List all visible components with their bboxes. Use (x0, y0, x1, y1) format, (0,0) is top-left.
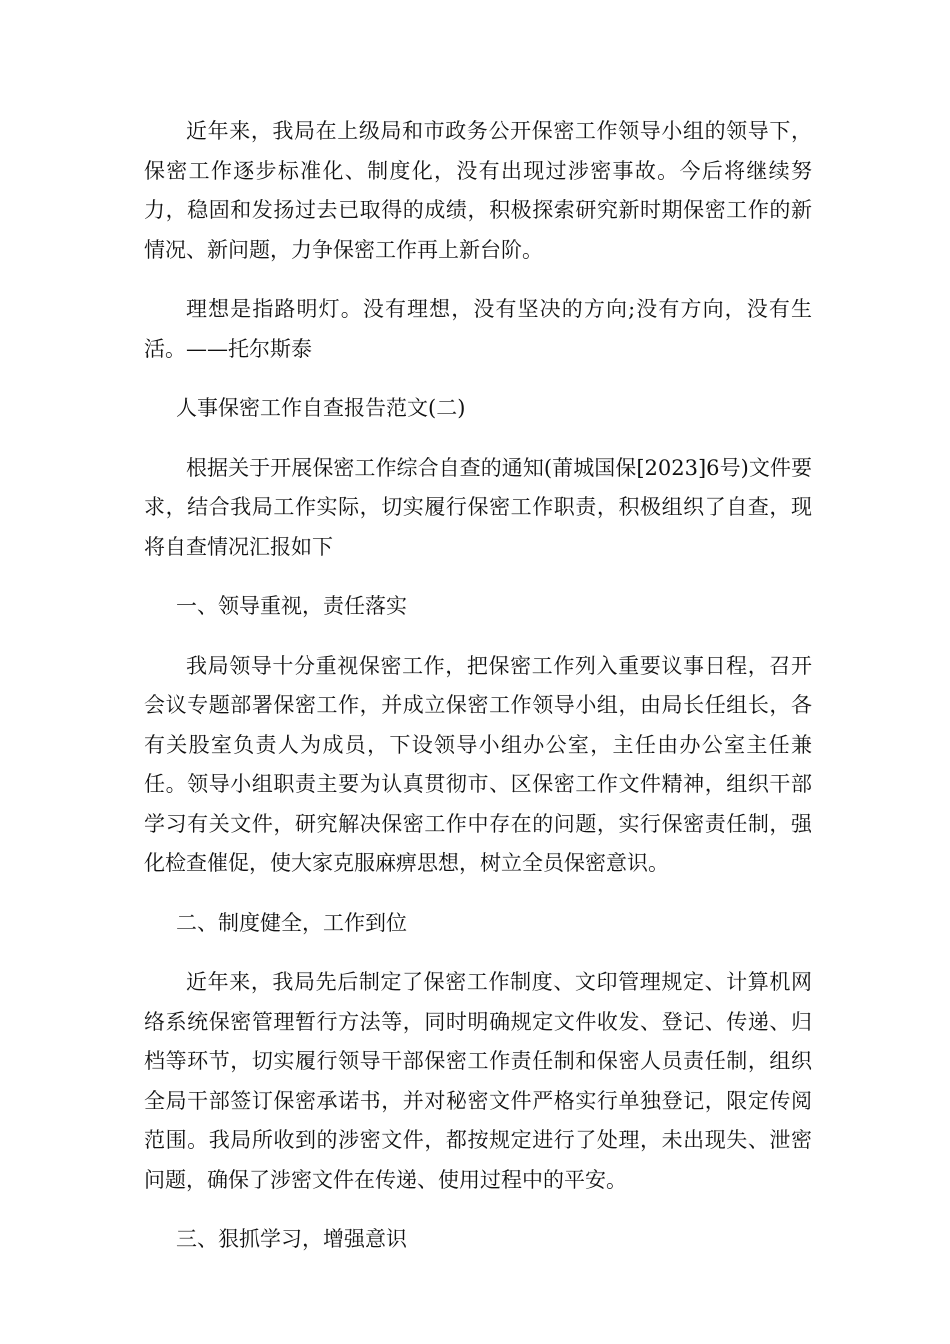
paragraph-intro: 根据关于开展保密工作综合自查的通知(莆城国保[2023]6号)文件要求，结合我局工作实际，切实履行保密工作职责，积极组织了自查，现将自查情况汇报如下 (144, 455, 812, 559)
paragraph-gap (144, 429, 812, 449)
paragraph-gap (144, 567, 812, 587)
paragraph-leadership: 我局领导十分重视保密工作，把保密工作列入重要议事日程，召开会议专题部署保密工作，并成立保密工作领导小组，由局长任组长，各有关股室负责人为成员，下设领导小组办公室，主任由办公室主任兼任。领导小组职责主要为认真贯彻市、区保密工作文件精神，组织干部学习有关文件，研究解决保密工作中存在的问题，实行保密责任制，强化检查催促，使大家克服麻痹思想，树立全员保密意识。 (144, 653, 812, 875)
paragraph-gap (144, 884, 812, 904)
paragraph-system: 近年来，我局先后制定了保密工作制度、文印管理规定、计算机网络系统保密管理暂行方法等，同时明确规定文件收发、登记、传递、归档等环节，切实履行领导干部保密工作责任制和保密人员责任制，组织全局干部签订保密承诺书，并对秘密文件严格实行单独登记，限定传阅范围。我局所收到的涉密文件，都按规定进行了处理，未出现失、泄密问题，确保了涉密文件在传递、使用过程中的平安。 (144, 970, 812, 1192)
paragraph-gap (144, 943, 812, 963)
document-body (144, 112, 812, 1260)
paragraph-closing-summary: 近年来，我局在上级局和市政务公开保密工作领导小组的领导下，保密工作逐步标准化、制度化，没有出现过涉密事故。今后将继续努力，稳固和发扬过去已取得的成绩，积极探索研究新时期保密工作的新情况、新问题，力争保密工作再上新台阶。 (144, 119, 812, 262)
paragraph-gap (144, 627, 812, 647)
section-title: 人事保密工作自查报告范文(二) (176, 396, 466, 420)
paragraph-gap (144, 369, 812, 389)
paragraph-gap (144, 1200, 812, 1220)
paragraph-quote: 理想是指路明灯。没有理想，没有坚决的方向;没有方向，没有生活。——托尔斯泰 (144, 297, 812, 361)
heading-system: 二、制度健全，工作到位 (176, 910, 407, 935)
heading-leadership: 一、领导重视，责任落实 (176, 594, 407, 618)
heading-study: 三、狠抓学习，增强意识 (176, 1227, 407, 1251)
paragraph-gap (144, 270, 812, 290)
